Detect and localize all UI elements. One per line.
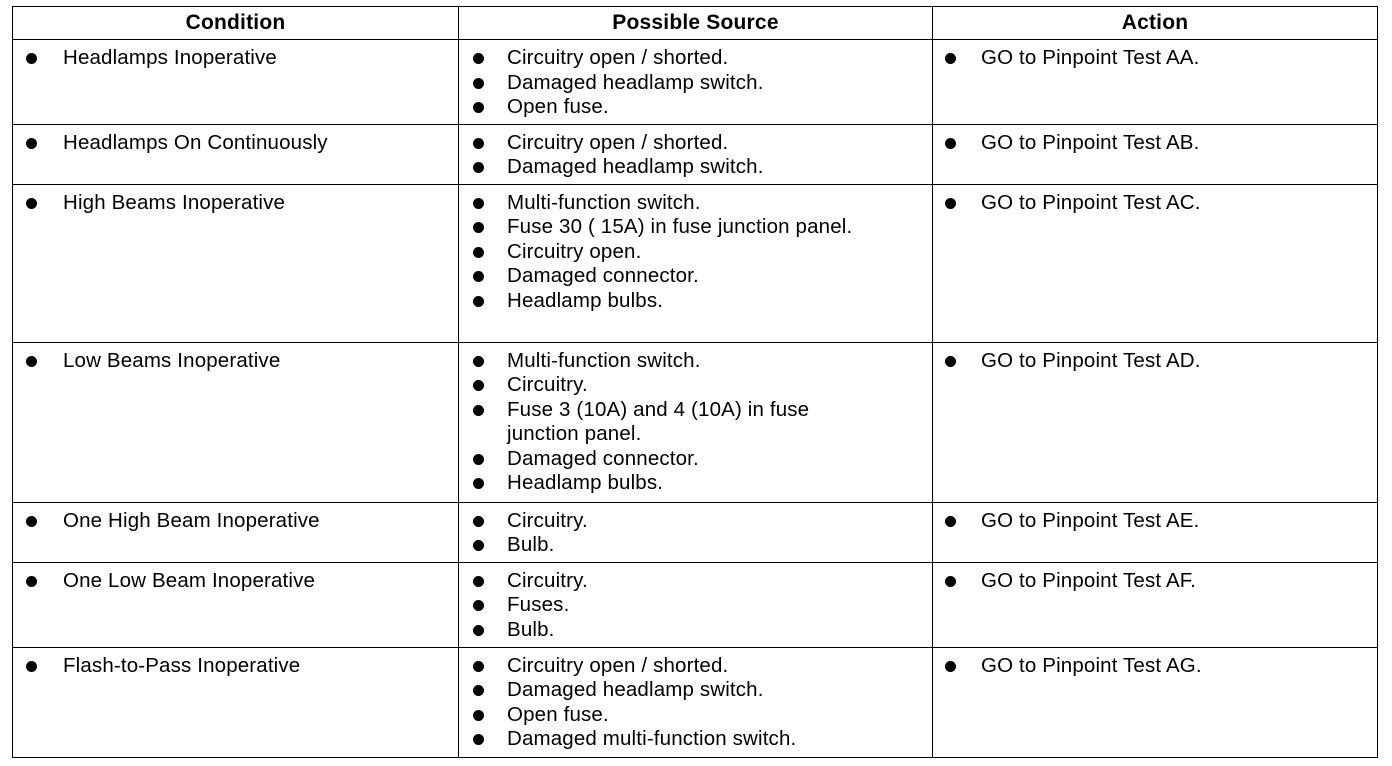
action-cell <box>933 502 1378 562</box>
action-text: GO to Pinpoint Test AE. <box>981 508 1200 532</box>
list-item <box>459 131 932 156</box>
condition-cell <box>13 40 459 125</box>
list-item <box>459 46 932 71</box>
possible-source-cell <box>459 184 933 342</box>
bullet-list <box>459 563 932 647</box>
source-text: Circuitry. <box>507 508 588 532</box>
source-text: Circuitry. <box>507 373 588 396</box>
source-text: Headlamp bulbs. <box>507 288 664 312</box>
list-item <box>13 569 458 594</box>
source-text: Open fuse. <box>507 702 609 726</box>
bullet-list <box>933 648 1377 683</box>
possible-source-cell <box>459 40 933 125</box>
action-cell <box>933 342 1378 502</box>
bullet-icon <box>473 661 484 672</box>
list-item <box>459 471 932 496</box>
bullet-icon <box>26 516 37 527</box>
source-text: Open fuse. <box>507 95 609 118</box>
condition-text: Low Beams Inoperative <box>63 348 281 372</box>
source-text: Circuitry open / shorted. <box>507 46 729 69</box>
bullet-icon <box>473 625 484 636</box>
bullet-icon <box>473 685 484 696</box>
possible-source-cell <box>459 647 933 757</box>
table-row <box>13 342 1378 502</box>
action-text: GO to Pinpoint Test AG. <box>981 653 1202 677</box>
table-row <box>13 502 1378 562</box>
action-cell <box>933 40 1378 125</box>
list-item <box>459 533 932 558</box>
table-row <box>13 184 1378 342</box>
list-item <box>459 71 932 96</box>
bullet-icon <box>945 53 956 64</box>
possible-source-cell <box>459 342 933 502</box>
source-text: Damaged headlamp switch. <box>507 678 764 701</box>
bullet-list <box>459 503 932 562</box>
bullet-icon <box>945 198 956 209</box>
table-body <box>13 40 1378 758</box>
list-item <box>13 46 458 71</box>
list-item <box>933 509 1377 534</box>
condition-cell <box>13 184 459 342</box>
source-text: Circuitry. <box>507 568 588 592</box>
list-item <box>933 46 1377 71</box>
bullet-icon <box>473 102 484 113</box>
condition-cell <box>13 647 459 757</box>
bullet-icon <box>945 661 956 672</box>
list-item <box>459 727 932 752</box>
list-item <box>459 509 932 534</box>
bullet-icon <box>945 356 956 367</box>
bullet-icon <box>26 138 37 149</box>
bullet-icon <box>473 271 484 282</box>
bullet-icon <box>945 516 956 527</box>
list-item <box>459 95 932 120</box>
list-item <box>13 349 458 374</box>
list-item <box>933 191 1377 216</box>
source-text: Bulb. <box>507 533 555 556</box>
bullet-icon <box>26 661 37 672</box>
bullet-icon <box>473 162 484 173</box>
list-item <box>459 569 932 594</box>
list-item <box>933 131 1377 156</box>
bullet-list <box>933 185 1377 220</box>
list-item <box>459 155 932 180</box>
condition-text: One Low Beam Inoperative <box>63 568 316 592</box>
bullet-icon <box>473 198 484 209</box>
source-text: Multi-function switch. <box>507 190 701 214</box>
bullet-icon <box>473 138 484 149</box>
list-item <box>459 289 932 314</box>
list-item <box>459 593 932 618</box>
list-item <box>933 569 1377 594</box>
bullet-list <box>459 343 932 500</box>
bullet-list <box>459 40 932 124</box>
action-text: GO to Pinpoint Test AC. <box>981 190 1201 214</box>
bullet-icon <box>473 734 484 745</box>
action-cell <box>933 124 1378 184</box>
list-item <box>459 678 932 703</box>
bullet-icon <box>945 138 956 149</box>
bullet-icon <box>26 356 37 367</box>
bullet-icon <box>473 600 484 611</box>
condition-text: High Beams Inoperative <box>63 190 286 214</box>
bullet-icon <box>473 710 484 721</box>
bullet-icon <box>945 576 956 587</box>
table-row <box>13 562 1378 647</box>
list-item <box>459 191 932 216</box>
table-row <box>13 647 1378 757</box>
bullet-icon <box>473 296 484 307</box>
bullet-icon <box>473 380 484 391</box>
bullet-icon <box>473 53 484 64</box>
bullet-icon <box>473 478 484 489</box>
bullet-list <box>459 185 932 318</box>
source-text: Circuitry open / shorted. <box>507 653 729 677</box>
source-text: Fuse 30 ( 15A) in fuse junction panel. <box>507 215 853 238</box>
bullet-icon <box>473 222 484 233</box>
bullet-list <box>13 343 458 378</box>
source-text: Headlamp bulbs. <box>507 471 664 494</box>
bullet-list <box>933 125 1377 160</box>
list-item <box>459 654 932 679</box>
bullet-list <box>459 125 932 184</box>
symptom-chart-table <box>12 6 1378 758</box>
action-text: GO to Pinpoint Test AA. <box>981 46 1200 69</box>
list-item <box>459 264 932 289</box>
source-text: Damaged connector. <box>507 264 699 287</box>
condition-cell <box>13 342 459 502</box>
bullet-icon <box>26 53 37 64</box>
list-item <box>459 447 932 472</box>
source-text: Damaged multi-function switch. <box>507 727 797 750</box>
list-item <box>459 215 932 240</box>
source-text: Bulb. <box>507 617 555 641</box>
list-item <box>13 131 458 156</box>
list-item <box>13 654 458 679</box>
header-action: Action <box>933 7 1378 40</box>
action-cell <box>933 184 1378 342</box>
bullet-list <box>13 648 458 683</box>
bullet-list <box>13 40 458 75</box>
condition-text: Headlamps Inoperative <box>63 46 277 69</box>
action-cell <box>933 647 1378 757</box>
list-item <box>459 398 932 447</box>
source-text: Circuitry open. <box>507 239 642 263</box>
bullet-icon <box>26 198 37 209</box>
bullet-icon <box>473 78 484 89</box>
bullet-list <box>13 563 458 598</box>
bullet-icon <box>26 576 37 587</box>
list-item <box>459 703 932 728</box>
bullet-list <box>13 185 458 220</box>
bullet-list <box>13 503 458 538</box>
list-item <box>459 240 932 265</box>
condition-cell <box>13 562 459 647</box>
source-text: Fuses. <box>507 593 570 616</box>
bullet-list <box>13 125 458 160</box>
source-text: Damaged connector. <box>507 446 699 470</box>
list-item <box>933 349 1377 374</box>
bullet-icon <box>473 540 484 551</box>
condition-text: One High Beam Inoperative <box>63 508 320 532</box>
bullet-list <box>933 503 1377 538</box>
list-item <box>459 618 932 643</box>
source-text: Damaged headlamp switch. <box>507 155 764 178</box>
list-item <box>933 654 1377 679</box>
condition-text: Flash-to-Pass Inoperative <box>63 653 301 677</box>
table-header-row <box>13 7 1378 40</box>
bullet-icon <box>473 247 484 258</box>
condition-text: Headlamps On Continuously <box>63 130 328 154</box>
bullet-list <box>933 40 1377 75</box>
table-row <box>13 124 1378 184</box>
source-text: Multi-function switch. <box>507 348 701 372</box>
bullet-list <box>933 343 1377 378</box>
action-text: GO to Pinpoint Test AB. <box>981 130 1200 154</box>
bullet-icon <box>473 516 484 527</box>
source-text: Circuitry open / shorted. <box>507 130 729 154</box>
bullet-icon <box>473 454 484 465</box>
list-item <box>13 509 458 534</box>
header-possible-source: Possible Source <box>459 7 933 40</box>
list-item <box>459 373 932 398</box>
action-text: GO to Pinpoint Test AD. <box>981 348 1201 372</box>
possible-source-cell <box>459 502 933 562</box>
bullet-icon <box>473 356 484 367</box>
table-row <box>13 40 1378 125</box>
bullet-icon <box>473 405 484 416</box>
possible-source-cell <box>459 124 933 184</box>
source-text: Damaged headlamp switch. <box>507 70 764 94</box>
action-text: GO to Pinpoint Test AF. <box>981 568 1197 592</box>
bullet-list <box>459 648 932 756</box>
source-text: Fuse 3 (10A) and 4 (10A) in fuse junction panel. <box>507 397 810 445</box>
action-cell <box>933 562 1378 647</box>
header-condition: Condition <box>13 7 459 40</box>
condition-cell <box>13 502 459 562</box>
possible-source-cell <box>459 562 933 647</box>
list-item <box>459 349 932 374</box>
bullet-icon <box>473 576 484 587</box>
list-item <box>13 191 458 216</box>
condition-cell <box>13 124 459 184</box>
bullet-list <box>933 563 1377 598</box>
